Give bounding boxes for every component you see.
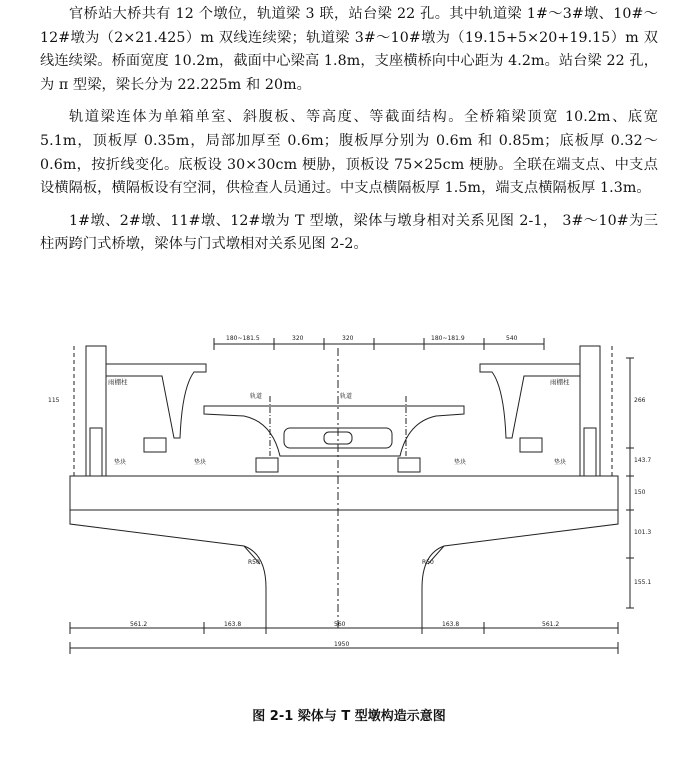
track-label-center: 轨道 <box>340 393 353 400</box>
track-label-left: 轨道 <box>250 393 263 400</box>
paragraph-2: 轨道梁连体为单箱单室、斜腹板、等高度、等截面结构。全桥箱梁顶宽 10.2m、底宽 5.1m，顶板厚 0.35m，局部加厚至 0.6m；腹板厚分别为 0.6m 和 0.85m；底板厚 0.32～0.6m，按折线变化。底板设 30×30cm 梗胁，顶板设 75×25cm 梗胁。全联在端支点、中支点设横隔板，横隔板设有空洞，供检查人员通过。中支点横隔板厚 1.5m，端支点横隔板厚 1.3m。 <box>40 109 658 197</box>
dim-total: 1950 <box>334 641 350 648</box>
dim-bottom-5: 561.2 <box>542 621 560 628</box>
dim-left-1: 115 <box>48 397 60 404</box>
bottom-dimension <box>70 621 618 654</box>
dim-top-3: 320 <box>342 335 354 342</box>
dim-right-3: 150 <box>634 489 646 496</box>
dim-top-4: 180~181.9 <box>431 335 465 342</box>
bearing-label-4: 垫块 <box>554 459 567 466</box>
paragraph-3: 1#墩、2#墩、11#墩、12#墩为 T 型墩，梁体与墩身相对关系见图 2-1， 3#～10#为三柱两跨门式桥墩，梁体与门式墩相对关系见图 2-2。 <box>40 212 658 253</box>
dim-right-4: 101.3 <box>634 529 652 536</box>
figure-caption: 图 2-1 梁体与 T 型墩构造示意图 <box>252 709 446 724</box>
bearing-label-3: 垫块 <box>454 459 467 466</box>
chamfer-label-right: R50 <box>422 559 434 566</box>
bearing-label-1: 垫块 <box>114 459 127 466</box>
bearing-label-2: 垫块 <box>194 459 207 466</box>
pier-structure-drawing <box>44 328 652 688</box>
dim-top-5: 540 <box>506 335 518 342</box>
left-column <box>74 346 128 476</box>
body-text <box>40 0 658 257</box>
dim-bottom-3: 560 <box>334 621 346 628</box>
paragraph-1: 官桥站大桥共有 12 个墩位，轨道梁 3 联，站台梁 22 孔。其中轨道梁 1#～3#墩、10#～12#墩为（2×21.425）m 双线连续梁；轨道梁 3#～10#墩为（19.15+5×20+19.15）m 双线连续梁。桥面宽度 10.2m，截面中心梁高 1.8m，支座横桥向中心距为 4.2m。站台梁 22 孔，为 π 型梁，梁长分为 22.225m 和 20m。 <box>40 6 658 93</box>
dim-top-2: 320 <box>292 335 304 342</box>
dim-top-1: 180~181.5 <box>226 335 260 342</box>
box-girder <box>204 348 467 628</box>
guard-label-left: 雨棚柱 <box>108 378 128 386</box>
pier-cap <box>70 476 618 628</box>
dim-bottom-4: 163.8 <box>442 621 460 628</box>
dim-bottom-1: 561.2 <box>130 621 148 628</box>
guard-label-right: 雨棚柱 <box>550 378 570 386</box>
drawing-svg <box>44 328 652 688</box>
chamfer-label-left: R50 <box>248 559 260 566</box>
platform-slabs <box>106 364 580 466</box>
top-dimension <box>214 335 544 350</box>
dim-right-1: 266 <box>634 397 646 404</box>
right-column <box>550 346 612 476</box>
girder-bearings <box>194 458 466 472</box>
dim-right-5: 155.1 <box>634 579 652 586</box>
dim-right-2: 143.7 <box>634 457 652 464</box>
dim-bottom-2: 163.8 <box>224 621 242 628</box>
